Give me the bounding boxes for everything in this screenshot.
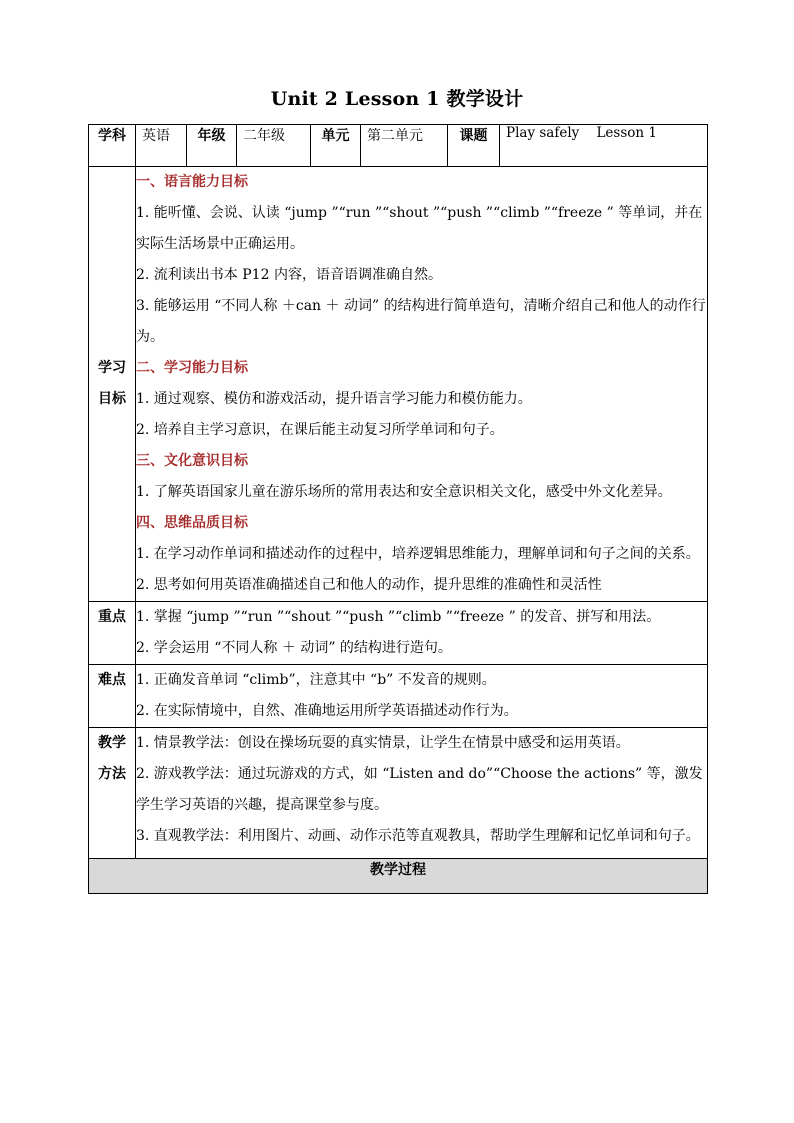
subject-label: 学科 <box>89 125 136 167</box>
header-row <box>89 125 708 167</box>
methods-row <box>89 728 708 859</box>
difficulties-label: 难点 <box>89 665 136 728</box>
methods-label <box>89 728 136 859</box>
objectives-label-line2: 目标 <box>98 391 126 407</box>
difficulties-row <box>89 665 708 728</box>
subject-value: 英语 <box>136 125 187 167</box>
objective-item: 3. 能够运用 “不同人称 ＋can ＋ 动词” 的结构进行简单造句，清晰介绍自己和他人的动作行为。 <box>136 298 706 345</box>
grade-value: 二年级 <box>237 125 311 167</box>
objective-item: 1. 了解英语国家儿童在游乐场所的常用表达和安全意识相关文化，感受中外文化差异。 <box>136 484 672 500</box>
method-item: 1. 情景教学法：创设在操场玩耍的真实情景，让学生在情景中感受和运用英语。 <box>136 735 630 751</box>
objective-item: 1. 能听懂、会说、认读 “jump ”“run ”“shout ”“push ”“climb ”“freeze ” 等单词，并在实际生活场景中正确运用。 <box>136 205 703 252</box>
objective-heading-learning: 二、学习能力目标 <box>136 360 248 376</box>
document-title: Unit 2 Lesson 1 教学设计 <box>270 88 524 110</box>
grade-label: 年级 <box>187 125 237 167</box>
process-row <box>89 859 708 894</box>
objective-item: 2. 培养自主学习意识，在课后能主动复习所学单词和句子。 <box>136 422 504 438</box>
process-heading: 教学过程 <box>89 859 708 894</box>
methods-label-line2: 方法 <box>98 766 126 782</box>
method-item: 2. 游戏教学法：通过玩游戏的方式，如 “Listen and do”“Choose the actions” 等，激发学生学习英语的兴趣，提高课堂参与度。 <box>136 766 703 813</box>
topic-value: Play safely Lesson 1 <box>500 125 708 167</box>
objective-heading-language: 一、语言能力目标 <box>136 174 248 190</box>
key-point-item: 1. 掌握 “jump ”“run ”“shout ”“push ”“climb ”“freeze ” 的发音、拼写和用法。 <box>136 609 661 625</box>
unit-value: 第二单元 <box>361 125 448 167</box>
methods-content <box>136 728 708 859</box>
key-points-row <box>89 602 708 665</box>
objectives-row <box>89 167 708 602</box>
key-point-item: 2. 学会运用 “不同人称 ＋ 动词” 的结构进行造句。 <box>136 640 452 656</box>
method-item: 3. 直观教学法：利用图片、动画、动作示范等直观教具，帮助学生理解和记忆单词和句子。 <box>136 828 700 844</box>
unit-label: 单元 <box>311 125 361 167</box>
lesson-plan-table <box>88 124 708 894</box>
objective-heading-thinking: 四、思维品质目标 <box>136 515 248 531</box>
difficulties-content <box>136 665 708 728</box>
methods-label-line1: 教学 <box>98 735 126 751</box>
objective-item: 1. 在学习动作单词和描述动作的过程中，培养逻辑思维能力，理解单词和句子之间的关系。 <box>136 546 700 562</box>
key-points-content <box>136 602 708 665</box>
objectives-content <box>136 167 708 602</box>
objective-item: 1. 通过观察、模仿和游戏活动，提升语言学习能力和模仿能力。 <box>136 391 532 407</box>
key-points-label: 重点 <box>89 602 136 665</box>
objectives-label-line1: 学习 <box>98 360 126 376</box>
objective-heading-culture: 三、文化意识目标 <box>136 453 248 469</box>
topic-label: 课题 <box>448 125 500 167</box>
objective-item: 2. 思考如何用英语准确描述自己和他人的动作，提升思维的准确性和灵活性 <box>136 577 602 593</box>
objective-item: 2. 流利读出书本 P12 内容，语音语调准确自然。 <box>136 267 442 283</box>
difficulty-item: 2. 在实际情境中，自然、准确地运用所学英语描述动作行为。 <box>136 703 518 719</box>
difficulty-item: 1. 正确发音单词 “climb”，注意其中 “b” 不发音的规则。 <box>136 672 496 688</box>
objectives-label <box>89 167 136 602</box>
